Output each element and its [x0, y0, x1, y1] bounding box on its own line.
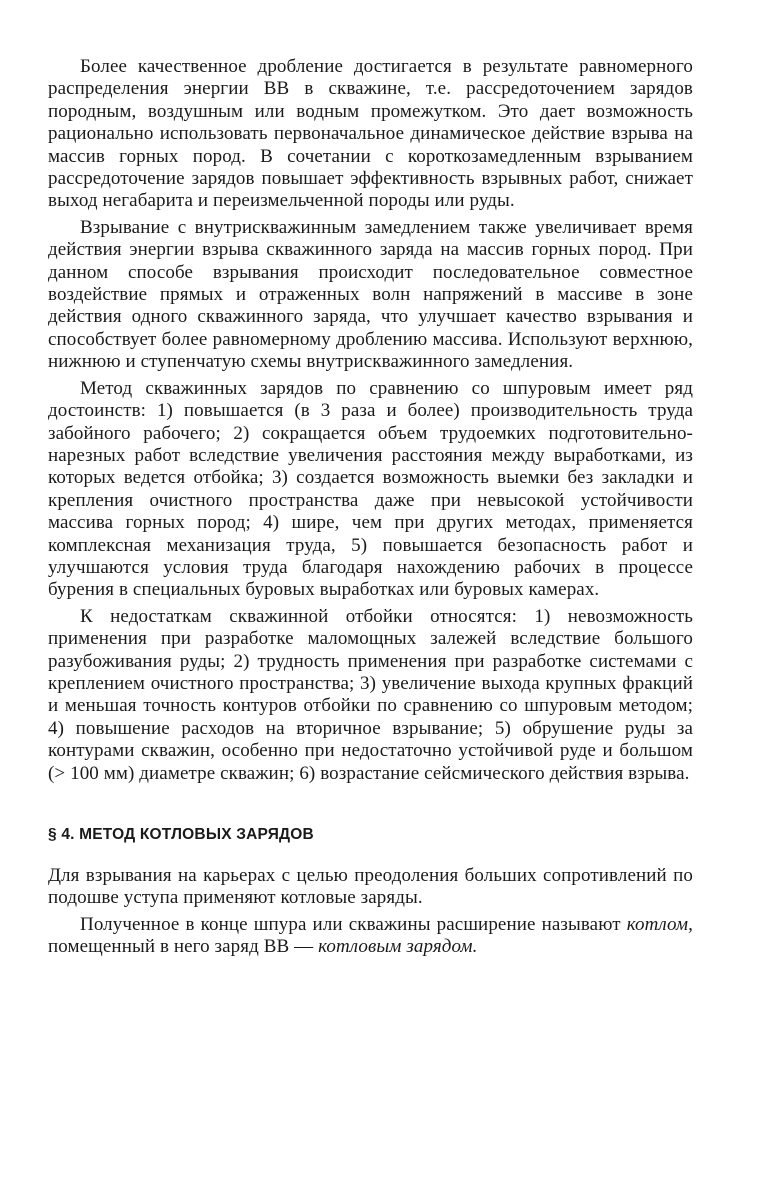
term-kotlovoy-zaryad: котловым зарядом. — [318, 936, 478, 958]
paragraph-in-hole-delay: Взрывание с внутрискважинным замедлением также увеличивает время действия энергии взрыва скважинного заряда на массив горных пород. При данном способе взрывания происходит последовательное совместное воздействие прямых и отраженных волн напряжений в массиве в зоне действия одного скважинного заряда, что улучшает качество взрывания и способствует более равномерному дроблению массива. Используют верхнюю, нижнюю и ступенчатую схемы внутрискважинного замедления. — [48, 216, 693, 373]
term-kotel: котлом, — [626, 913, 693, 935]
document-page — [48, 56, 693, 959]
paragraph-boiler-definition — [48, 914, 693, 959]
paragraph-disadvantages: К недостаткам скважинной отбойки относятся: 1) невозможность применения при разработке маломощных залежей вследствие большого разубоживания руды; 2) трудность применения при разработке системами с креплением очистного пространства; 3) увеличение выхода крупных фракций и меньшая точность контуров отбойки по сравнению со шпуровым методом; 4) повышение расходов на вторичное взрывание; 5) обрушение руды за контурами скважин, особенно при недостаточно устойчивой руде и большом (> 100 мм) диаметре скважин; 6) возрастание сейсмического действия взрыва. — [48, 605, 693, 784]
definition-text-middle: помещенный в него заряд ВВ — — [48, 936, 319, 958]
paragraph-boiler-charges-intro: Для взрывания на карьерах с целью преодоления больших сопротивлений по подошве уступа применяют котловые заряды. — [48, 865, 693, 909]
section-heading: § 4. МЕТОД КОТЛОВЫХ ЗАРЯДОВ — [48, 826, 314, 843]
paragraph-advantages: Метод скважинных зарядов по сравнению со шпуровым имеет ряд достоинств: 1) повышается (в 3 раза и более) производительность труда забойного рабочего; 2) сокращается объем трудоемких подготовительно-нарезных работ вследствие увеличения расстояния между выработками, из которых ведется отбойка; 3) создается возможность выемки без закладки и крепления очистного пространства даже при невысокой устойчивости массива горных пород; 4) шире, чем при других методах, применяется комплексная механизация труда, 5) повышается безопасность работ и улучшаются условия труда благодаря нахождению рабочих в процессе бурения в специальных буровых выработках или буровых камерах. — [48, 377, 693, 601]
paragraph-distributed-charges: Более качественное дробление достигается в результате равномерного распределения энергии ВВ в скважине, т.е. рассредоточением зарядов породным, воздушным или водным промежутком. Это дает возможность рационально использовать первоначальное динамическое действие взрыва на массив горных пород. В сочетании с короткозамедленным взрыванием рассредоточение зарядов повышает эффективность взрывных работ, снижает выход негабарита и переизмельченной породы или руды. — [48, 56, 693, 212]
definition-text-start: Полученное в конце шпура или скважины расширение называют — [80, 913, 627, 935]
